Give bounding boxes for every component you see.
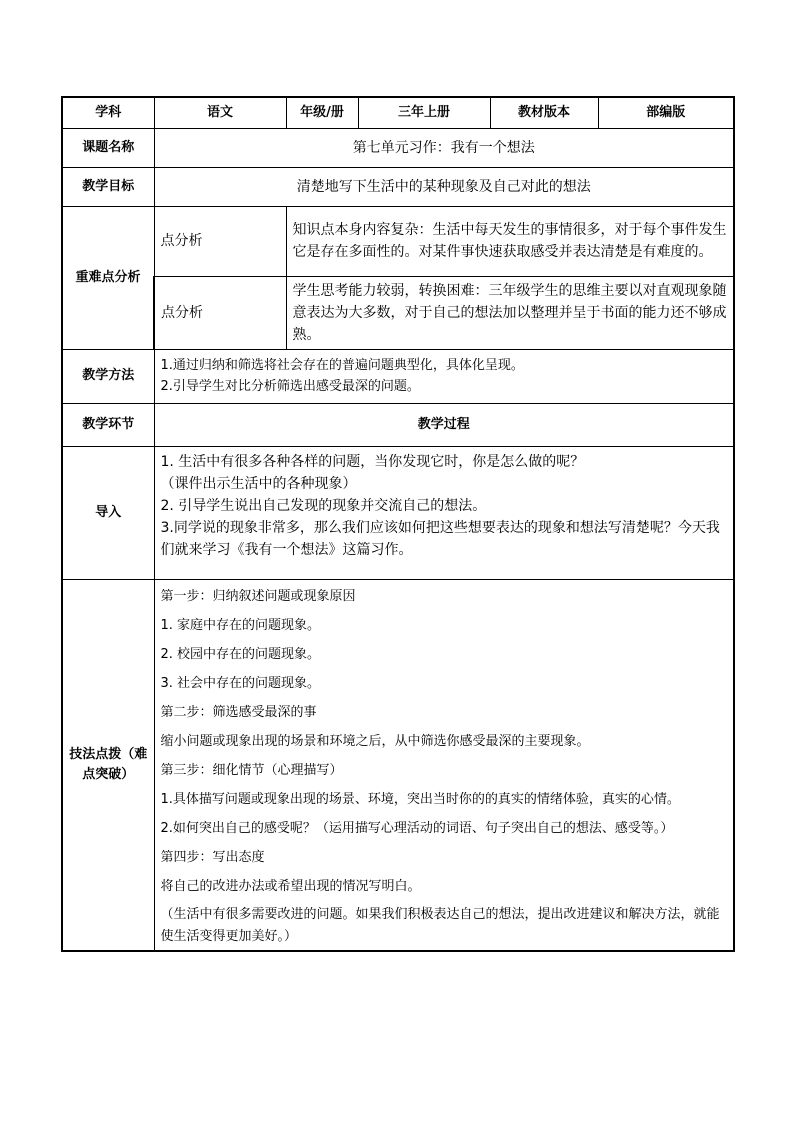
step-item: 2. 校园中存在的问题现象。 [160,646,321,662]
intro-line: 2. 引导学生说出自己发现的现象并交流自己的想法。 [160,497,487,514]
intro-row [62,446,734,579]
step-heading: 第二步：筛选感受最深的事 [160,704,317,720]
key-points-label: 重难点分析 [62,206,154,349]
topic-row [62,128,734,167]
intro-line: 1. 生活中有很多各种各样的问题，当你发现它时，你是怎么做的呢？ [160,453,585,470]
goal-row [62,167,734,206]
methods-row [62,349,734,403]
techniques-content [154,579,734,951]
topic-value: 第七单元习作：我有一个想法 [154,128,734,167]
step-heading: 第一步：归纳叙述问题或现象原因 [160,588,356,604]
key-point-text-2: 学生思考能力较弱，转换困难：三年级学生的思维主要以对直观现象随意表达为大多数，对于自己的想法加以整理并呈于书面的能力还不够成熟。 [286,276,734,349]
intro-line: （课件出示生活中的各种现象） [160,475,357,492]
grade-value: 三年上册 [358,97,490,128]
techniques-label-line-2: 点突破） [82,766,135,782]
intro-label: 导入 [62,446,154,579]
lesson-plan-table [61,96,735,952]
grade-label: 年级/册 [286,97,358,128]
methods-content [154,349,734,403]
step-note: （生活中有很多需要改进的问题。如果我们积极表达自己的想法，提出改进建议和解决方法，就能使生活变得更加美好。） [160,906,720,944]
step-heading: 第四步：写出态度 [160,849,265,865]
step-item: 将自己的改进办法或希望出现的情况写明白。 [160,878,421,894]
methods-line: 1.通过归纳和筛选将社会存在的普遍问题典型化，具体化呈现。 [160,358,524,373]
techniques-label [62,579,154,951]
key-point-sub-label-2: 点分析 [154,276,286,349]
process-header-row [62,403,734,446]
step-item: 1.具体描写问题或现象出现的场景、环境，突出当时你的的真实的情绪体验，真实的心情。 [160,791,680,807]
process-stage-label: 教学环节 [62,403,154,446]
key-point-row-2 [62,276,734,349]
header-row [62,97,734,128]
edition-value: 部编版 [598,97,734,128]
techniques-label-line-1: 技法点拨（难 [69,746,148,762]
methods-label: 教学方法 [62,349,154,403]
subject-value: 语文 [154,97,286,128]
edition-label: 教材版本 [490,97,598,128]
key-point-row-1 [62,206,734,276]
step-heading: 第三步：细化情节（心理描写） [160,762,343,778]
key-point-text-1: 知识点本身内容复杂：生活中每天发生的事情很多，对于每个事件发生它是存在多面性的。对某件事快速获取感受并表达清楚是有难度的。 [286,206,734,276]
techniques-row [62,579,734,951]
subject-label: 学科 [62,97,154,128]
step-item: 2.如何突出自己的感受呢？（运用描写心理活动的词语、句子突出自己的想法、感受等。） [160,820,674,836]
intro-line: 3.同学说的现象非常多，那么我们应该如何把这些想要表达的现象和想法写清楚呢？今天我们就来学习《我有一个想法》这篇习作。 [160,519,720,558]
key-point-sub-label-1: 点分析 [154,206,286,276]
step-item: 3. 社会中存在的问题现象。 [160,675,321,691]
topic-label: 课题名称 [62,128,154,167]
step-item: 1. 家庭中存在的问题现象。 [160,617,321,633]
process-title: 教学过程 [154,403,734,446]
intro-content [154,446,734,579]
step-item: 缩小问题或现象出现的场景和环境之后，从中筛选你感受最深的主要现象。 [160,733,590,749]
goal-value: 清楚地写下生活中的某种现象及自己对此的想法 [154,167,734,206]
goal-label: 教学目标 [62,167,154,206]
methods-line: 2.引导学生对比分析筛选出感受最深的问题。 [160,379,420,394]
